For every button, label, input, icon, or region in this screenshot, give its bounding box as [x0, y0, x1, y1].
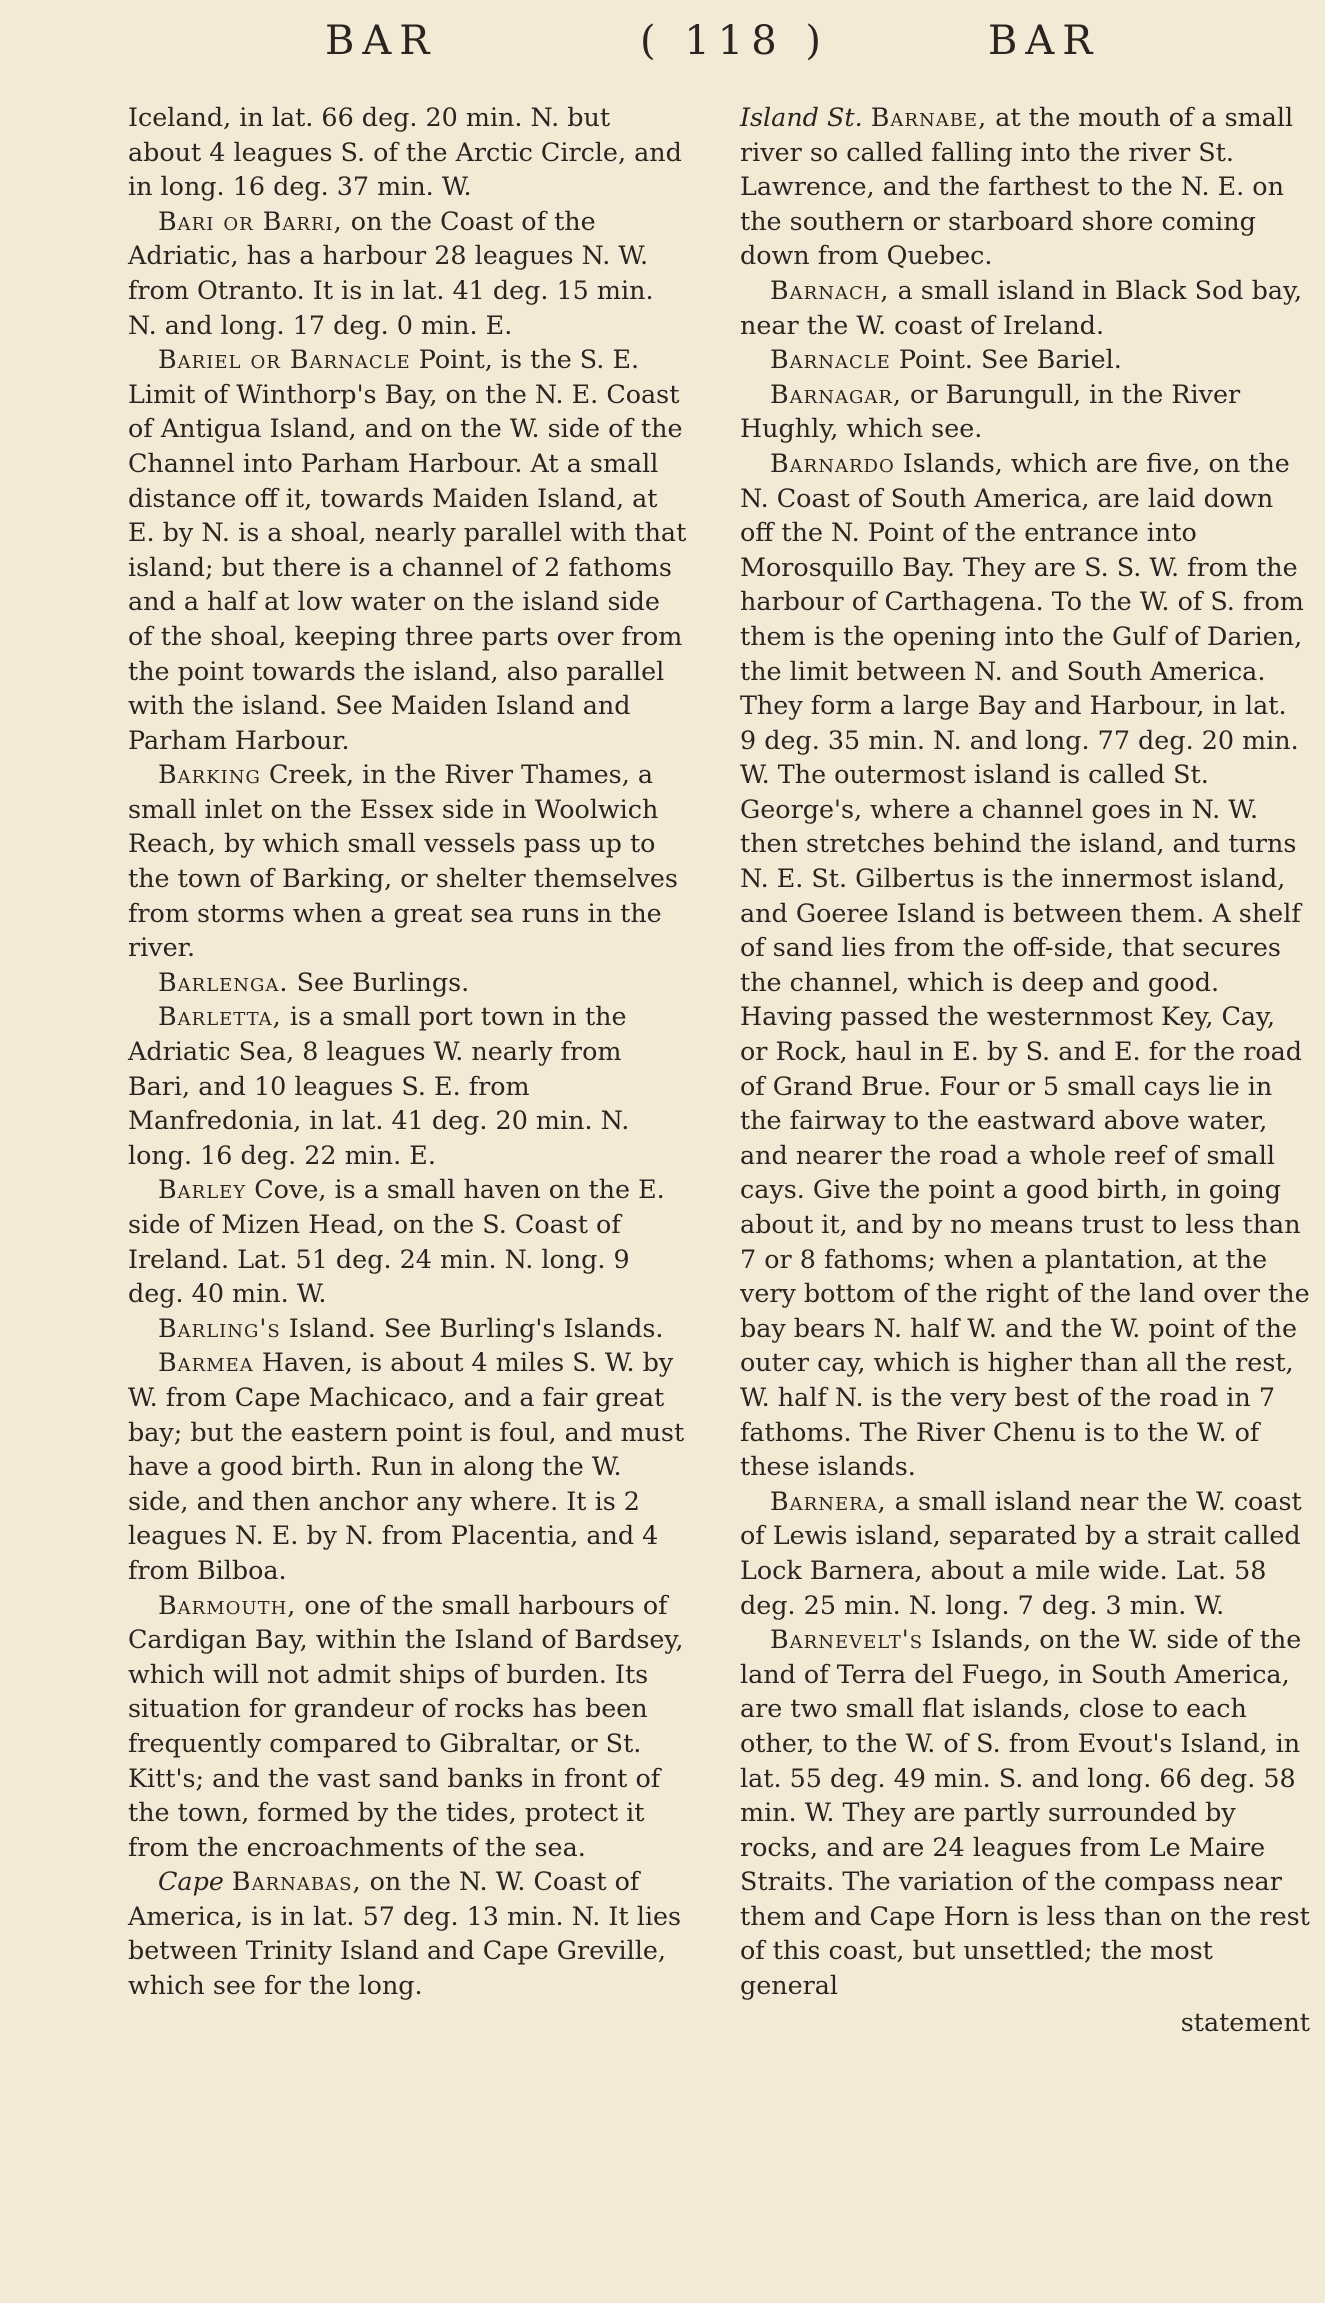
- entry-headword: Barnach,: [770, 274, 890, 305]
- entry-headword: Barking: [158, 759, 261, 790]
- entry-headword: Bariel or Barnacle: [158, 344, 411, 375]
- dictionary-entry: [740, 342, 1310, 377]
- entry-text: Creek, in the River Thames, a small inlet on the Essex side in Woolwich Reach, by which small vessels pass up to the town of Barking, or shelter themselves from storms when a great sea runs in the river.: [128, 759, 678, 963]
- entry-text: is a small port town in the Adriatic Sea, 8 leagues W. nearly from Bari, and 10 leagues S. E. from Manfredonia, in lat. 41 deg. 20 min. N. long. 16 deg. 22 min. E.: [128, 1001, 630, 1170]
- entry-prefix: Island St.: [740, 102, 871, 132]
- catchword: statement: [1180, 2006, 1310, 2037]
- entry-headword: Barnabas,: [231, 1866, 362, 1897]
- entry-headword: Barletta,: [158, 1001, 282, 1032]
- dictionary-entry: [128, 204, 688, 342]
- dictionary-entry: [128, 1345, 688, 1587]
- entry-text: a small island in Black Sod bay, near the W. coast of Ireland.: [740, 274, 1303, 340]
- dictionary-entry: [740, 273, 1310, 342]
- dictionary-entry: [740, 1484, 1310, 1622]
- running-header: [0, 18, 1325, 78]
- entry-headword: Barnevelt's: [770, 1624, 924, 1655]
- entry-headword: Barnera,: [770, 1485, 887, 1516]
- entry-text: a small island near the W. coast of Lewis island, separated by a strait called Lock Barnera, about a mile wide. Lat. 58 deg. 25 min. N. long. 7 deg. 3 min. W.: [740, 1485, 1302, 1620]
- header-right-word: BAR: [988, 18, 1101, 64]
- dictionary-entry: [128, 757, 688, 965]
- entry-text: on the N. W. Coast of America, is in lat. 57 deg. 13 min. N. It lies between Trinity Island and Cape Greville, which see for the long.: [128, 1866, 682, 2001]
- entry-text: Islands, which are five, on the N. Coast of South America, are laid down off the N. Point of the entrance into Morosquillo Bay. They are S. S. W. from the harbour of Carthagena. To the W. of S. from them is the opening into the Gulf of Darien, the limit between N. and South America. They form a large Bay and Harbour, in lat. 9 deg. 35 min. N. and long. 77 deg. 20 min. W. The outermost island is called St. George's, where a channel goes in N. W. then stretches behind the island, and turns N. E. St. Gilbertus is the innermost island, and Goeree Island is between them. A shelf of sand lies from the off-side, that secures the channel, which is deep and good. Having passed the westernmost Key, Cay, or Rock, haul in E. by S. and E. for the road of Grand Brue. Four or 5 small cays lie in the fairway to the eastward above water, and nearer the road a whole reef of small cays. Give the point a good birth, in going about it, and by no means trust to less than 7 or 8 fathoms; when a plantation, at the very bottom of the right of the land over the bay bears N. half W. and the W. point of the outer cay, which is higher than all the rest, W. half N. is the very best of the road in 7 fathoms. The River Chenu is to the W. of these islands.: [740, 447, 1310, 1482]
- entry-text: Island. See Burling's Islands.: [280, 1312, 664, 1343]
- entry-text: one of the small harbours of Cardigan Bay, within the Island of Bardsey, which will not admit ships of burden. Its situation for grandeur of rocks has been frequently compared to Gibraltar, or St. Kitt's; and the vast sand banks in front of the town, formed by the tides, protect it from the encroachments of the sea.: [128, 1589, 684, 1862]
- entry-headword: Bari or Barri,: [158, 205, 343, 236]
- entry-prefix: Cape: [158, 1866, 232, 1897]
- dictionary-entry: [128, 342, 688, 757]
- dictionary-entry: [128, 999, 688, 1172]
- header-left-word: BAR: [325, 18, 438, 64]
- entry-headword: Barmea: [158, 1347, 254, 1378]
- dictionary-entry: [128, 1172, 688, 1310]
- dictionary-entry: [740, 1622, 1310, 2003]
- entry-text: Point, is the S. E. Limit of Winthorp's Bay, on the N. E. Coast of Antigua Island, and on the W. side of the Channel into Parham Harbour. At a small distance off it, towards Maiden Island, at E. by N. is a shoal, nearly parallel with that island; but there is a channel of 2 fathoms and a half at low water on the island side of the shoal, keeping three parts over from the point towards the island, also parallel with the island. See Maiden Island and Parham Harbour.: [128, 344, 687, 755]
- entry-text: at the mouth of a small river so called falling into the river St. Lawrence, and the farthest to the N. E. on the southern or starboard shore coming down from Quebec.: [740, 102, 1294, 271]
- page-number: ( 118 ): [640, 18, 829, 64]
- entry-headword: Barmouth,: [158, 1589, 297, 1620]
- dictionary-entry: [128, 1311, 688, 1346]
- dictionary-entry: [128, 1864, 688, 2002]
- dictionary-entry: [740, 377, 1310, 446]
- entry-headword: Barley: [158, 1174, 247, 1205]
- entry-headword: Barnabe,: [870, 102, 988, 132]
- entry-text: Point. See Bariel.: [890, 344, 1122, 375]
- entry-text: or Barungull, in the River Hughly, which see.: [740, 378, 1241, 444]
- entry-text: Cove, is a small haven on the E. side of Mizen Head, on the S. Coast of Ireland. Lat. 51 deg. 24 min. N. long. 9 deg. 40 min. W.: [128, 1174, 665, 1309]
- right-column: [740, 100, 1310, 2039]
- dictionary-entry: [128, 965, 688, 1000]
- dictionary-entry: [740, 446, 1310, 1484]
- entry-headword: Barnagar,: [770, 378, 902, 409]
- entry-headword: Barnardo: [770, 447, 895, 478]
- entry-text: on the Coast of the Adriatic, has a harbour 28 leagues N. W. from Otranto. It is in lat. 41 deg. 15 min. N. and long. 17 deg. 0 min. E.: [128, 205, 654, 340]
- entry-text: Islands, on the W. side of the land of Terra del Fuego, in South America, are two small flat islands, close to each other, to the W. of S. from Evout's Island, in lat. 55 deg. 49 min. S. and long. 66 deg. 58 min. W. They are partly surrounded by rocks, and are 24 leagues from Le Maire Straits. The variation of the compass near them and Cape Horn is less than on the rest of this coast, but unsettled; the most general: [740, 1624, 1310, 2001]
- dictionary-entry: [128, 1588, 688, 1865]
- entry-text: See Burlings.: [288, 966, 470, 997]
- dictionary-entry: [740, 100, 1310, 273]
- entry-headword: Barlenga.: [158, 966, 289, 997]
- left-column: [128, 100, 688, 2003]
- dictionary-entry: [128, 100, 688, 204]
- entry-headword: Barnacle: [770, 344, 891, 375]
- entry-headword: Barling's: [158, 1312, 281, 1343]
- entry-text: Iceland, in lat. 66 deg. 20 min. N. but about 4 leagues S. of the Arctic Circle, and in long. 16 deg. 37 min. W.: [128, 102, 682, 202]
- entry-text: Haven, is about 4 miles S. W. by W. from Cape Machicaco, and a fair great bay; but the eastern point is foul, and must have a good birth. Run in along the W. side, and then anchor any where. It is 2 leagues N. E. by N. from Placentia, and 4 from Bilboa.: [128, 1347, 685, 1585]
